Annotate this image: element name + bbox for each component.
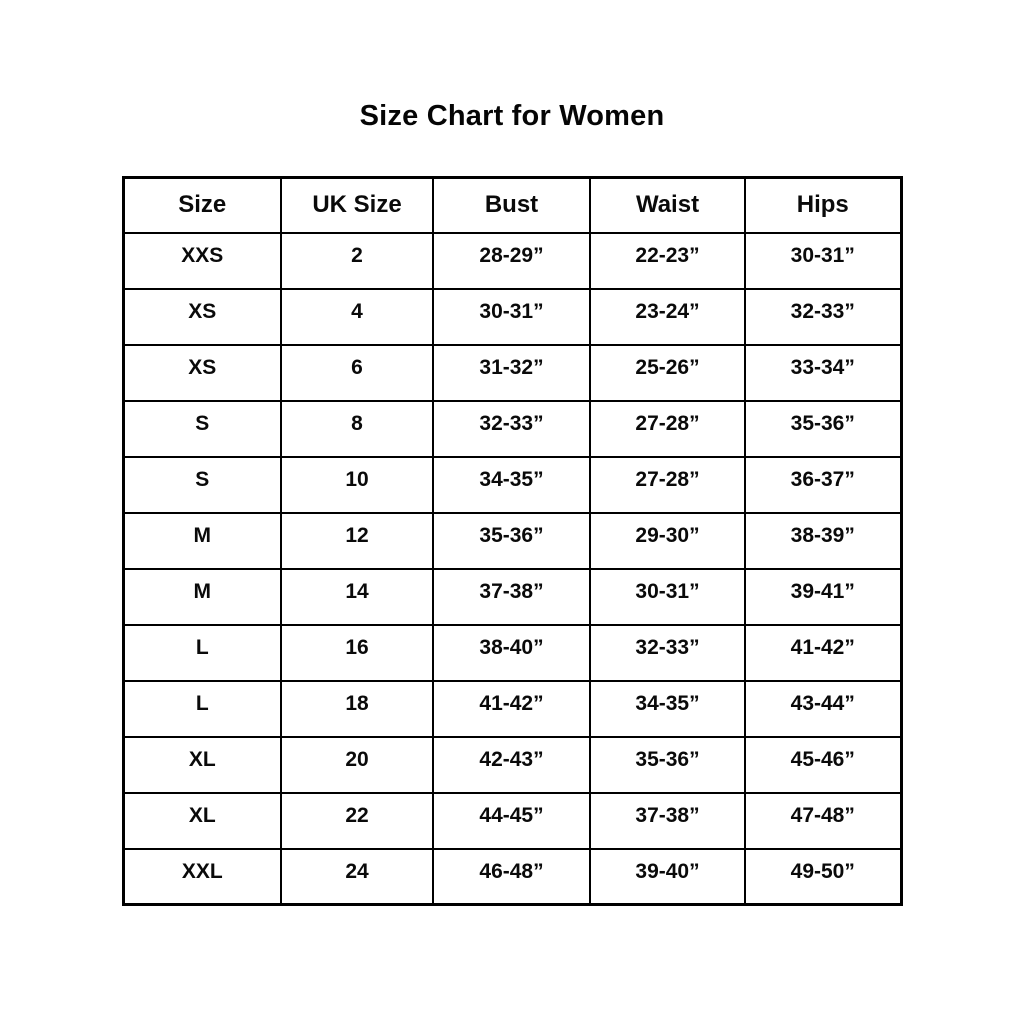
table-row xyxy=(123,625,901,681)
table-cell: 8 xyxy=(281,401,433,457)
table-cell: XL xyxy=(123,793,281,849)
table-cell: 12 xyxy=(281,513,433,569)
table-cell: 35-36” xyxy=(590,737,745,793)
table-cell: 30-31” xyxy=(433,289,590,345)
table-row xyxy=(123,737,901,793)
table-cell: 36-37” xyxy=(745,457,901,513)
table-cell: 30-31” xyxy=(745,233,901,289)
table-cell: 22-23” xyxy=(590,233,745,289)
table-cell: 39-41” xyxy=(745,569,901,625)
table-cell: 34-35” xyxy=(433,457,590,513)
table-cell: 47-48” xyxy=(745,793,901,849)
table-cell: 38-40” xyxy=(433,625,590,681)
column-header: UK Size xyxy=(281,178,433,233)
table-cell: 10 xyxy=(281,457,433,513)
table-cell: 22 xyxy=(281,793,433,849)
table-cell: 42-43” xyxy=(433,737,590,793)
table-row xyxy=(123,513,901,569)
table-cell: S xyxy=(123,401,281,457)
page-title: Size Chart for Women xyxy=(359,100,665,132)
table-cell: 37-38” xyxy=(433,569,590,625)
table-cell: XXL xyxy=(123,849,281,905)
table-row xyxy=(123,289,901,345)
table-cell: XS xyxy=(123,289,281,345)
table-cell: 34-35” xyxy=(590,681,745,737)
table-row xyxy=(123,457,901,513)
table-cell: 24 xyxy=(281,849,433,905)
table-cell: 18 xyxy=(281,681,433,737)
table-cell: 41-42” xyxy=(433,681,590,737)
table-cell: 4 xyxy=(281,289,433,345)
table-cell: 23-24” xyxy=(590,289,745,345)
table-row xyxy=(123,569,901,625)
table-body xyxy=(123,233,901,905)
table-row xyxy=(123,793,901,849)
table-cell: L xyxy=(123,681,281,737)
table-header xyxy=(123,178,901,233)
table-cell: 27-28” xyxy=(590,457,745,513)
table-cell: 28-29” xyxy=(433,233,590,289)
table-cell: 35-36” xyxy=(433,513,590,569)
column-header: Hips xyxy=(745,178,901,233)
table-cell: 32-33” xyxy=(745,289,901,345)
table-cell: M xyxy=(123,513,281,569)
table-cell: 32-33” xyxy=(433,401,590,457)
table-cell: 14 xyxy=(281,569,433,625)
table-cell: S xyxy=(123,457,281,513)
table-cell: 35-36” xyxy=(745,401,901,457)
table-cell: 30-31” xyxy=(590,569,745,625)
header-row xyxy=(123,178,901,233)
table-cell: 39-40” xyxy=(590,849,745,905)
table-cell: 27-28” xyxy=(590,401,745,457)
table-cell: 29-30” xyxy=(590,513,745,569)
table-cell: 37-38” xyxy=(590,793,745,849)
table-cell: 16 xyxy=(281,625,433,681)
table-row xyxy=(123,233,901,289)
table-cell: XL xyxy=(123,737,281,793)
table-cell: M xyxy=(123,569,281,625)
table-cell: 32-33” xyxy=(590,625,745,681)
table-cell: 43-44” xyxy=(745,681,901,737)
table-cell: 46-48” xyxy=(433,849,590,905)
table-row xyxy=(123,681,901,737)
table-row xyxy=(123,345,901,401)
column-header: Size xyxy=(123,178,281,233)
table-cell: 44-45” xyxy=(433,793,590,849)
table-row xyxy=(123,401,901,457)
column-header: Waist xyxy=(590,178,745,233)
table-cell: XS xyxy=(123,345,281,401)
table-cell: 41-42” xyxy=(745,625,901,681)
table-row xyxy=(123,849,901,905)
table-cell: 38-39” xyxy=(745,513,901,569)
table-cell: 31-32” xyxy=(433,345,590,401)
table-cell: 33-34” xyxy=(745,345,901,401)
size-chart-table xyxy=(122,176,903,906)
table-cell: 49-50” xyxy=(745,849,901,905)
table-cell: 45-46” xyxy=(745,737,901,793)
table-cell: 25-26” xyxy=(590,345,745,401)
table-cell: L xyxy=(123,625,281,681)
column-header: Bust xyxy=(433,178,590,233)
table-cell: 2 xyxy=(281,233,433,289)
table-cell: 6 xyxy=(281,345,433,401)
table-cell: XXS xyxy=(123,233,281,289)
table-cell: 20 xyxy=(281,737,433,793)
